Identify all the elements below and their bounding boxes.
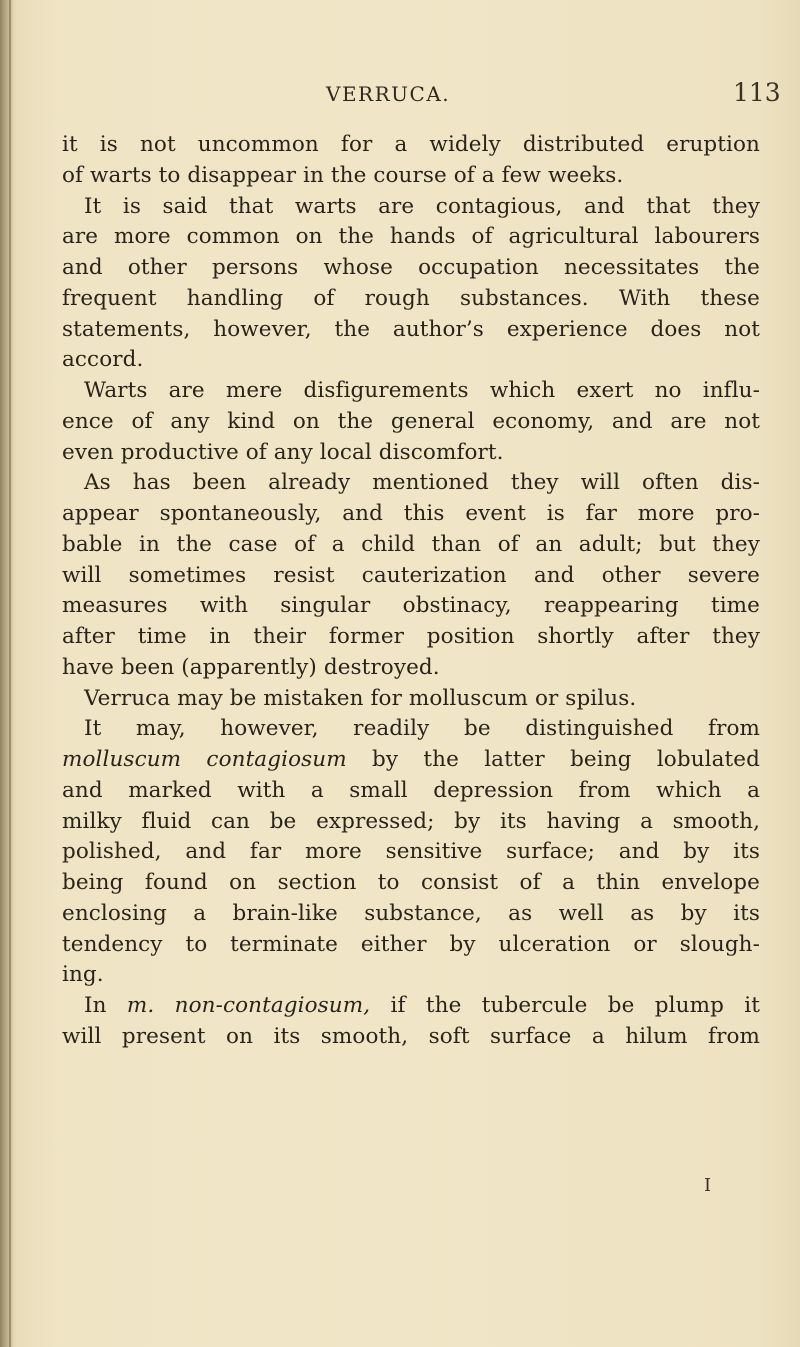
text-segment: enclosing a brain-like substance, as well as by its <box>62 900 760 926</box>
text-line <box>62 284 760 315</box>
text-segment: and marked with a small depression from which a <box>62 777 760 803</box>
text-line <box>62 161 760 192</box>
text-segment: are more common on the hands of agricultural labourers <box>62 224 760 250</box>
text-line <box>62 376 760 407</box>
text-segment: It may, however, readily be distinguished from <box>84 716 760 742</box>
text-segment: ing. <box>62 962 104 988</box>
page-number: 113 <box>733 78 781 107</box>
text-segment: Verruca may be mistaken for molluscum or spilus. <box>84 685 637 711</box>
text-segment: and other persons whose occupation necessitates the <box>62 255 760 280</box>
text-segment: of warts to disappear in the course of a few weeks. <box>62 162 624 188</box>
signature-mark: I <box>704 1175 712 1196</box>
text-line <box>62 468 760 499</box>
text-line <box>62 345 760 376</box>
text-segment: will present on its smooth, soft surface a hilum from <box>62 1023 760 1049</box>
text-line <box>62 253 760 284</box>
text-segment: milky fluid can be expressed; by its having a smooth, <box>62 808 760 834</box>
text-segment: tendency to terminate either by ulceration or slough- <box>62 931 760 957</box>
text-segment: bable in the case of a child than of an adult; but they <box>62 531 760 557</box>
text-line <box>62 776 760 807</box>
text-line <box>62 407 760 438</box>
text-line <box>62 960 760 991</box>
text-line <box>62 837 760 868</box>
text-segment: being found on section to consist of a thin envelope <box>62 870 760 895</box>
text-line <box>62 991 760 1022</box>
running-head <box>0 80 800 114</box>
text-segment: accord. <box>62 347 144 373</box>
text-line <box>62 745 760 776</box>
text-segment: even productive of any local discomfort. <box>62 439 504 465</box>
text-segment: frequent handling of rough substances. With these <box>62 285 760 311</box>
text-line <box>62 499 760 530</box>
italic-term: molluscum contagiosum <box>62 747 347 772</box>
text-segment: if the tubercule be plump it <box>370 993 761 1018</box>
text-line <box>62 561 760 592</box>
text-segment: measures with singular obstinacy, reappearing time <box>62 593 760 619</box>
text-line <box>62 222 760 253</box>
text-segment: will sometimes resist cauterization and other severe <box>62 562 760 588</box>
text-line <box>62 653 760 684</box>
text-line <box>62 192 760 223</box>
text-line <box>62 315 760 346</box>
text-line <box>62 438 760 469</box>
page-gutter <box>0 0 14 1347</box>
text-segment: In <box>84 993 127 1018</box>
text-segment: appear spontaneously, and this event is far more pro- <box>62 501 760 526</box>
text-line <box>62 899 760 930</box>
gutter-line <box>9 0 11 1347</box>
text-line <box>62 807 760 838</box>
text-line <box>62 1022 760 1053</box>
text-segment: it is not uncommon for a widely distributed eruption <box>62 132 760 157</box>
text-line <box>62 591 760 622</box>
text-line <box>62 684 760 715</box>
text-segment: polished, and far more sensitive surface; and by its <box>62 839 760 865</box>
text-line <box>62 868 760 899</box>
text-segment: after time in their former position shortly after they <box>62 624 760 649</box>
text-segment: have been (apparently) destroyed. <box>62 654 440 680</box>
body-text <box>62 130 760 1053</box>
text-segment: by the latter being lobulated <box>346 747 760 772</box>
text-line <box>62 530 760 561</box>
text-segment: statements, however, the author’s experience does not <box>62 316 760 342</box>
text-segment: It is said that warts are contagious, and that they <box>84 193 760 219</box>
running-head-title: VERRUCA. <box>326 82 451 106</box>
text-line <box>62 930 760 961</box>
text-line <box>62 622 760 653</box>
text-line <box>62 130 760 161</box>
text-segment: As has been already mentioned they will often dis- <box>84 470 760 496</box>
text-segment: Warts are mere disfigurements which exert no influ- <box>84 378 760 403</box>
text-line <box>62 714 760 745</box>
italic-term: m. non-contagiosum, <box>126 993 371 1018</box>
text-segment: ence of any kind on the general economy, and are not <box>62 408 760 434</box>
